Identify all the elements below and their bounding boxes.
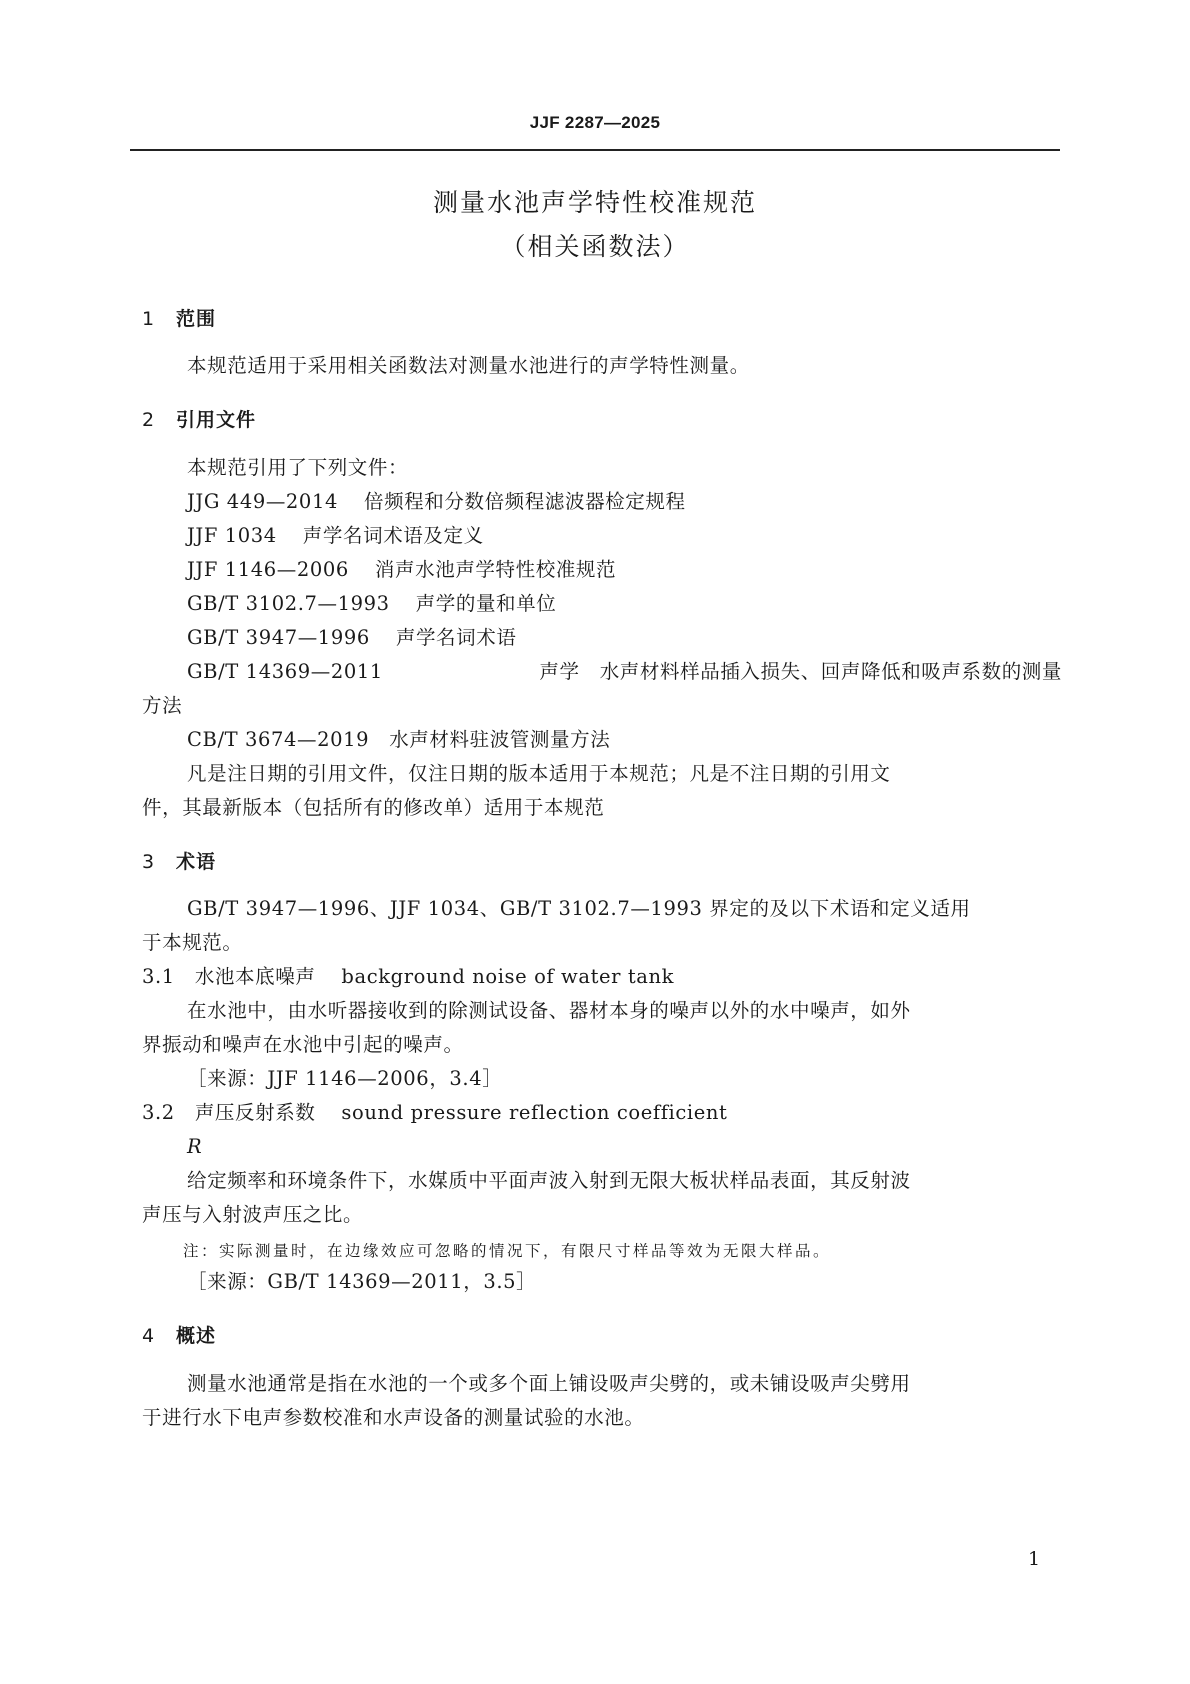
term-chinese: 水池本底噪声	[194, 965, 316, 988]
reference-code: GB/T 3102.7—1993	[187, 592, 390, 615]
term-definition-line-1: 在水池中，由水听器接收到的除测试设备、器材本身的噪声以外的水中噪声，如外	[187, 999, 911, 1022]
reference-title: 消声水池声学特性校准规范	[374, 558, 617, 581]
term-source: ［来源：JJF 1146—2006，3.4］	[187, 1067, 503, 1090]
reference-item	[187, 558, 616, 582]
reference-title: 倍频程和分数倍频程滤波器检定规程	[363, 490, 686, 513]
reference-code: GB/T 3947—1996	[187, 626, 370, 649]
section-title: 概述	[176, 1325, 217, 1347]
section-heading-4	[142, 1321, 216, 1348]
section-heading-2	[142, 405, 256, 432]
reference-title: 声学 水声材料样品插入损失、回声降低和吸声系数的测量	[539, 660, 1062, 683]
section-4-paragraph-line-1: 测量水池通常是指在水池的一个或多个面上铺设吸声尖劈的，或未铺设吸声尖劈用	[187, 1372, 911, 1395]
term-source: ［来源：GB/T 14369—2011，3.5］	[187, 1270, 537, 1293]
section-number: 3	[142, 851, 156, 873]
references-closing-line-1: 凡是注日期的引用文件，仅注日期的版本适用于本规范；凡是不注日期的引用文	[187, 762, 891, 785]
term-english: sound pressure reflection coefficient	[341, 1101, 728, 1124]
terms-intro-line-2: 于本规范。	[142, 931, 243, 954]
term-number: 3.1	[142, 965, 175, 988]
section-number: 2	[142, 409, 156, 431]
page-number: 1	[1028, 1548, 1041, 1570]
reference-title: 声学的量和单位	[415, 592, 557, 615]
term-definition-line-2: 声压与入射波声压之比。	[142, 1203, 364, 1226]
term-symbol: R	[187, 1135, 203, 1158]
term-note: 注：实际测量时，在边缘效应可忽略的情况下，有限尺寸样品等效为无限大样品。	[183, 1242, 832, 1260]
references-intro: 本规范引用了下列文件：	[187, 456, 409, 479]
reference-item	[187, 490, 686, 514]
section-heading-1	[142, 304, 216, 331]
term-definition-line-1: 给定频率和环境条件下，水媒质中平面声波入射到无限大板状样品表面，其反射波	[187, 1169, 911, 1192]
reference-code: JJF 1146—2006	[187, 558, 349, 581]
terms-intro-line-1: GB/T 3947—1996、JJF 1034、GB/T 3102.7—1993 界定的及以下术语和定义适用	[187, 897, 971, 920]
reference-item	[187, 728, 610, 752]
reference-title: 声学名词术语	[395, 626, 517, 649]
section-title: 术语	[176, 851, 217, 873]
section-number: 1	[142, 308, 156, 330]
term-definition-line-2: 界振动和噪声在水池中引起的噪声。	[142, 1033, 464, 1056]
section-title: 范围	[176, 308, 217, 330]
term-english: background noise of water tank	[341, 965, 675, 988]
references-closing-line-2: 件，其最新版本（包括所有的修改单）适用于本规范	[142, 796, 605, 819]
reference-title: 水声材料驻波管测量方法	[389, 728, 611, 751]
section-heading-3	[142, 847, 216, 874]
document-code: JJF 2287—2025	[529, 113, 661, 132]
reference-title: 声学名词术语及定义	[302, 524, 484, 547]
section-4-paragraph-line-2: 于进行水下电声参数校准和水声设备的测量试验的水池。	[142, 1406, 645, 1429]
reference-code: CB/T 3674—2019	[187, 728, 370, 751]
reference-item	[187, 660, 1062, 684]
header-divider	[130, 149, 1060, 151]
document-title: 测量水池声学特性校准规范	[432, 188, 757, 217]
term-heading	[142, 1101, 727, 1125]
reference-code: JJG 449—2014	[187, 490, 338, 513]
term-heading	[142, 965, 674, 989]
term-chinese: 声压反射系数	[194, 1101, 316, 1124]
reference-title-continuation: 方法	[142, 694, 183, 717]
reference-item	[187, 626, 516, 650]
section-number: 4	[142, 1325, 156, 1347]
section-title: 引用文件	[176, 409, 257, 431]
term-number: 3.2	[142, 1101, 175, 1124]
reference-item	[187, 524, 484, 548]
reference-item	[187, 592, 556, 616]
document-subtitle: （相关函数法）	[500, 232, 690, 261]
reference-code: JJF 1034	[187, 524, 277, 547]
reference-code: GB/T 14369—2011	[187, 660, 383, 683]
section-1-paragraph: 本规范适用于采用相关函数法对测量水池进行的声学特性测量。	[187, 354, 750, 377]
